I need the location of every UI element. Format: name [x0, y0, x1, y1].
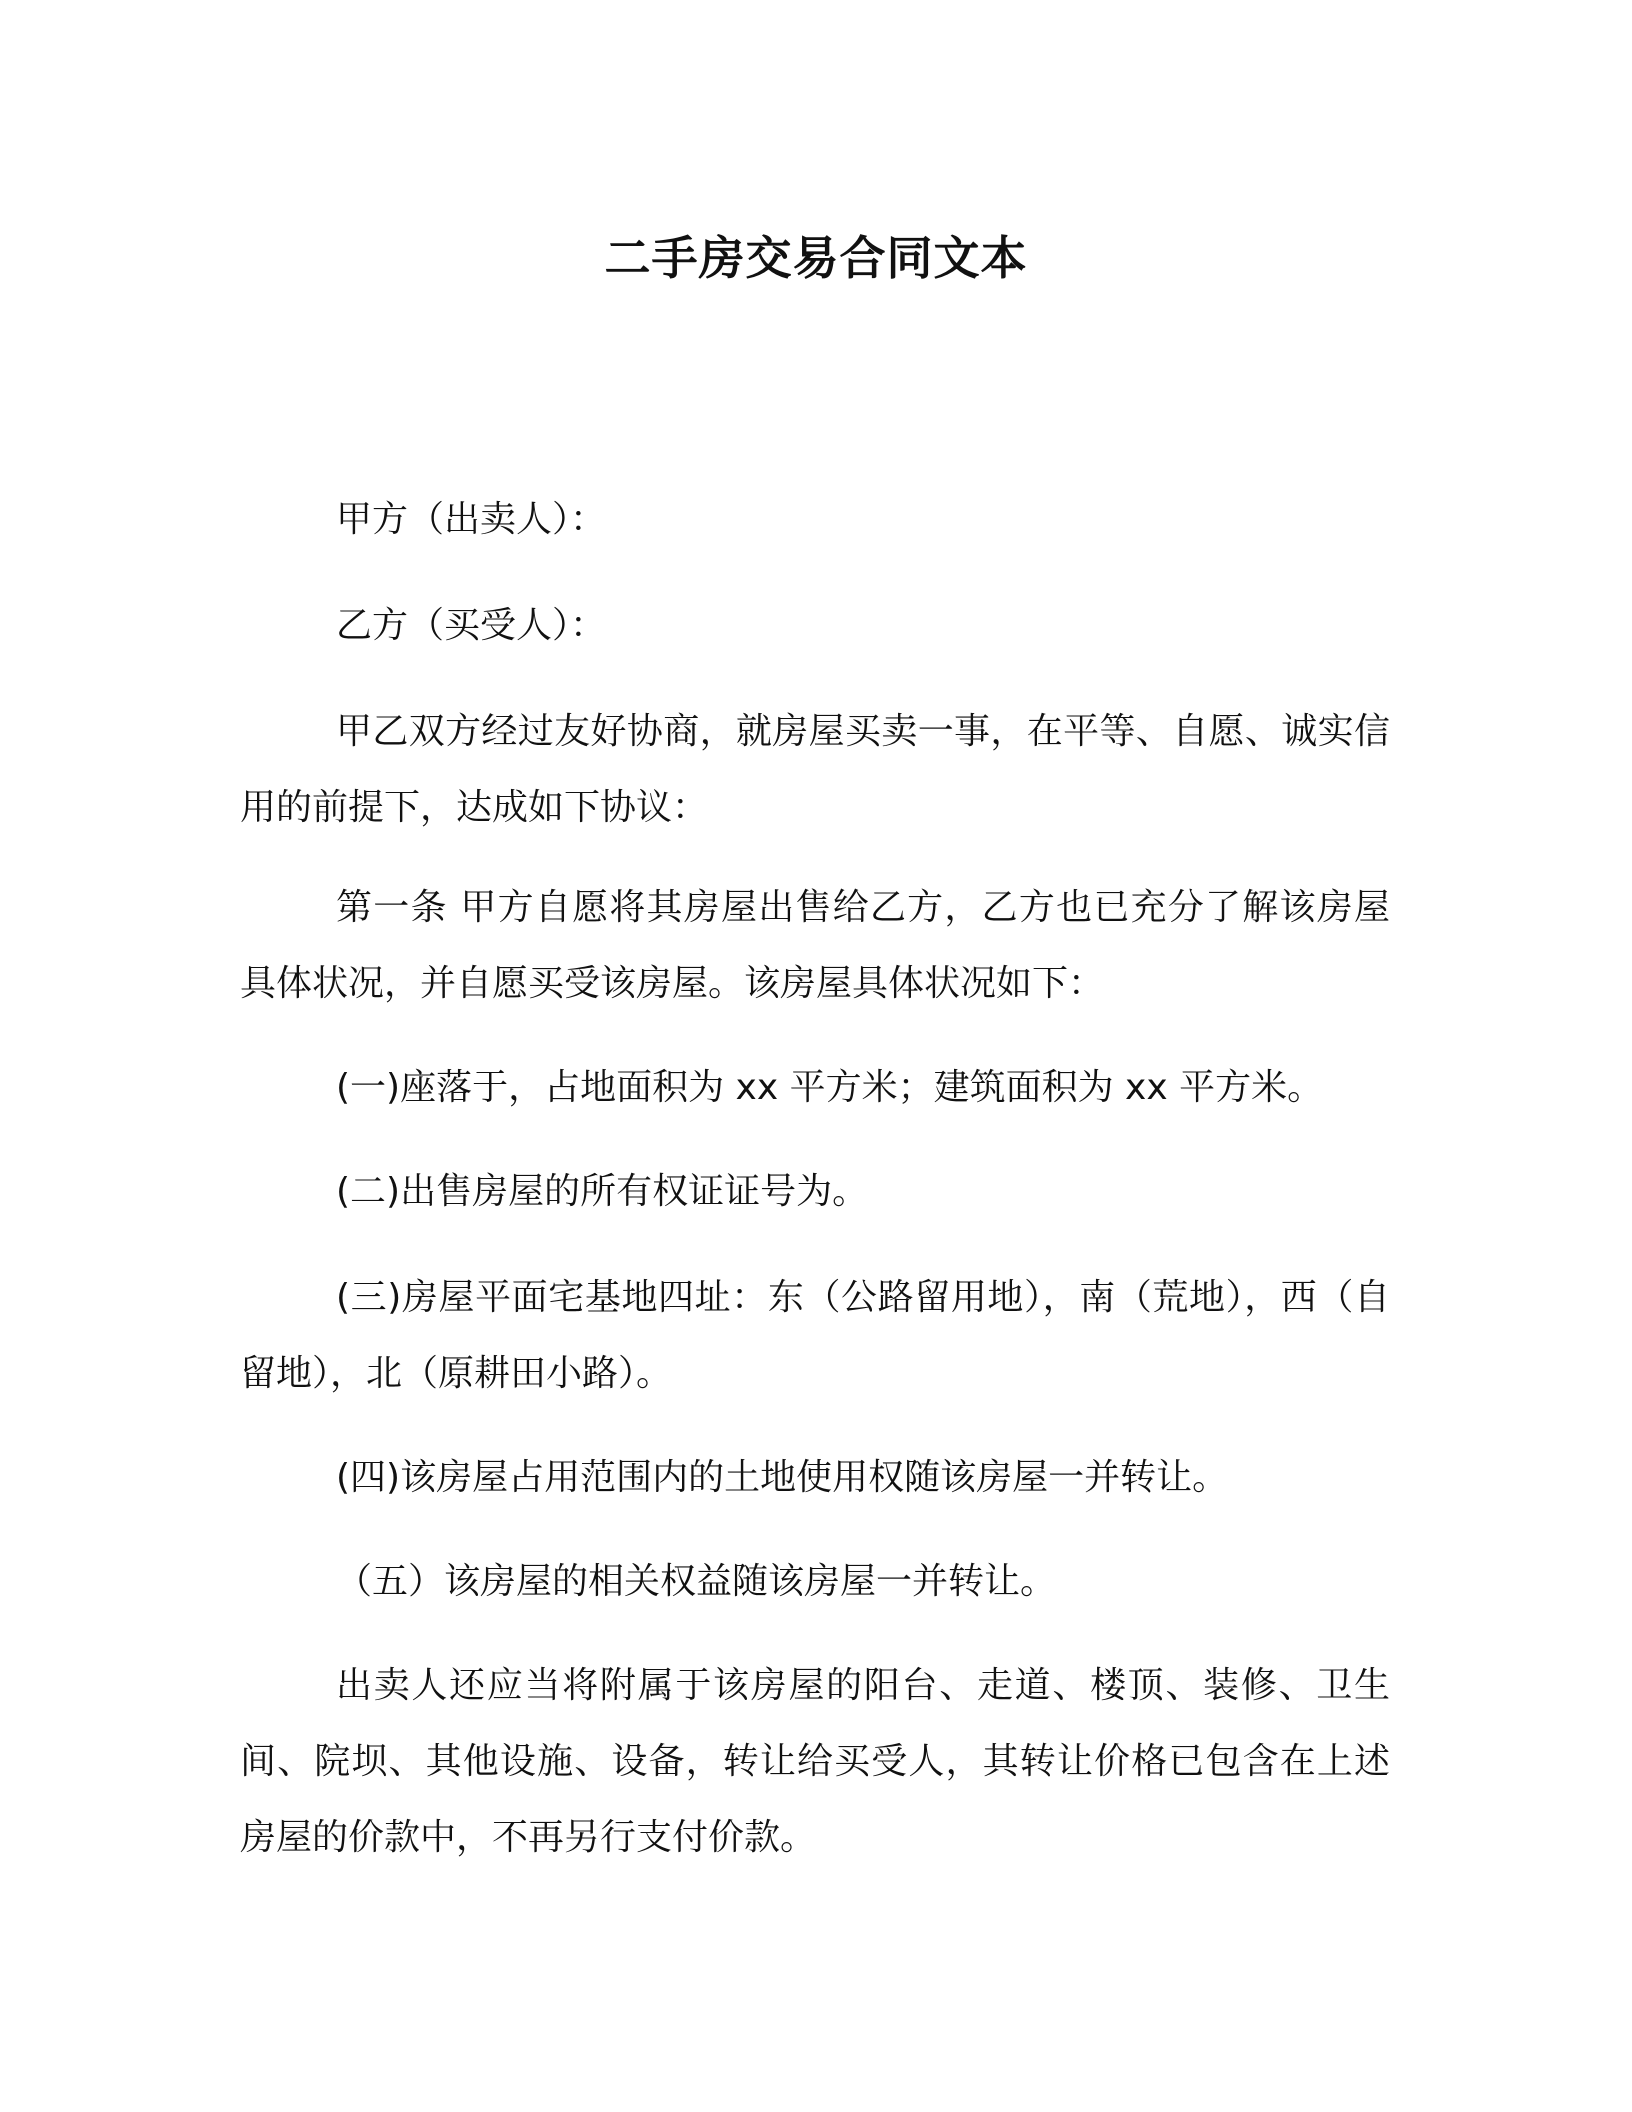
intro-paragraph: 甲乙双方经过友好协商，就房屋买卖一事，在平等、自愿、诚实信用的前提下，达成如下协议： [240, 711, 1390, 828]
party-a-line: 甲方（出卖人）： [336, 499, 607, 540]
party-b-line: 乙方（买受人）： [336, 605, 607, 646]
item-1-paragraph: (一)座落于，占地面积为 xx 平方米；建筑面积为 xx 平方米。 [336, 1067, 1324, 1108]
item-5-paragraph: （五）该房屋的相关权益随该房屋一并转让。 [336, 1561, 1057, 1602]
article-1-paragraph: 第一条 甲方自愿将其房屋出售给乙方，乙方也已充分了解该房屋具体状况，并自愿买受该房屋。该房屋具体状况如下： [240, 887, 1390, 1004]
item-2-paragraph: (二)出售房屋的所有权证证号为。 [336, 1171, 869, 1212]
closing-paragraph: 出卖人还应当将附属于该房屋的阳台、走道、楼顶、装修、卫生间、院坝、其他设施、设备，转让给买受人，其转让价格已包含在上述房屋的价款中，不再另行支付价款。 [240, 1665, 1390, 1858]
document-title: 二手房交易合同文本 [604, 231, 1028, 285]
item-3-paragraph: (三)房屋平面宅基地四址：东（公路留用地），南（荒地），西（自留地），北（原耕田小路）。 [240, 1277, 1390, 1394]
item-4-paragraph: (四)该房屋占用范围内的土地使用权随该房屋一并转让。 [336, 1457, 1229, 1498]
